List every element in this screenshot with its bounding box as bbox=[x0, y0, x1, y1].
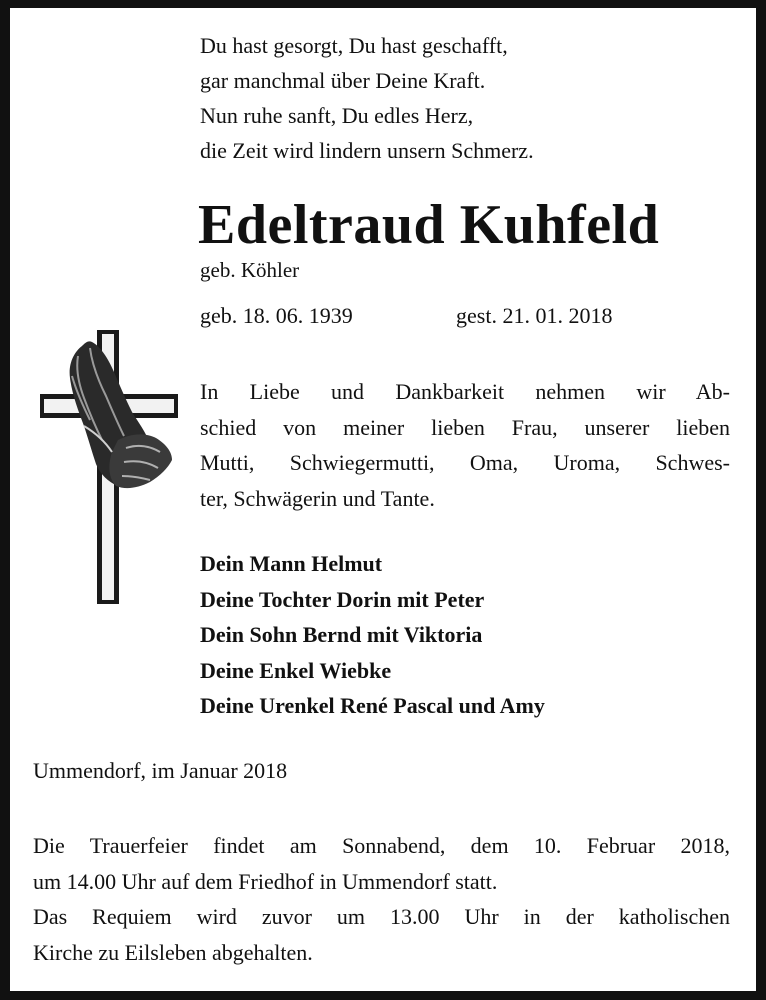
farewell-text bbox=[200, 374, 730, 516]
farewell-line: ter, Schwägerin und Tante. bbox=[200, 485, 435, 511]
life-dates bbox=[200, 303, 613, 329]
death-date: gest. 21. 01. 2018 bbox=[456, 303, 613, 328]
family-member: Dein Mann Helmut bbox=[200, 551, 383, 576]
farewell-line: Mutti, Schwiegermutti, Oma, Uroma, Schwes- bbox=[200, 450, 730, 475]
poem-line: gar manchmal über Deine Kraft. bbox=[200, 68, 486, 93]
service-line: Die Trauerfeier findet am Sonnabend, dem 10. Februar 2018, bbox=[33, 833, 730, 858]
family-member: Dein Sohn Bernd mit Viktoria bbox=[200, 622, 483, 647]
service-line: Das Requiem wird zuvor um 13.00 Uhr in der katholischen bbox=[33, 904, 730, 929]
poem-line: Du hast gesorgt, Du hast geschafft, bbox=[200, 33, 508, 58]
service-details bbox=[33, 828, 730, 970]
service-line: Kirche zu Eilsleben abgehalten. bbox=[33, 939, 313, 965]
birth-date: geb. 18. 06. 1939 bbox=[200, 303, 353, 328]
family-members bbox=[200, 546, 545, 724]
place-date: Ummendorf, im Januar 2018 bbox=[33, 758, 288, 783]
family-member: Deine Urenkel René Pascal und Amy bbox=[200, 693, 545, 718]
cross-praying-hands-icon bbox=[38, 328, 180, 608]
poem bbox=[200, 28, 534, 168]
family-member: Deine Enkel Wiebke bbox=[200, 657, 392, 683]
poem-line: Nun ruhe sanft, Du edles Herz, bbox=[200, 103, 474, 128]
farewell-line: schied von meiner lieben Frau, unserer lieben bbox=[200, 414, 730, 440]
poem-line: die Zeit wird lindern unsern Schmerz. bbox=[200, 138, 534, 163]
birth-name: geb. Köhler bbox=[200, 258, 300, 282]
farewell-line: In Liebe und Dankbarkeit nehmen wir Ab- bbox=[200, 379, 730, 404]
service-line: um 14.00 Uhr auf dem Friedhof in Ummendorf statt. bbox=[33, 868, 498, 894]
family-member: Deine Tochter Dorin mit Peter bbox=[200, 586, 485, 612]
deceased-name: Edeltraud Kuhfeld bbox=[198, 194, 660, 256]
